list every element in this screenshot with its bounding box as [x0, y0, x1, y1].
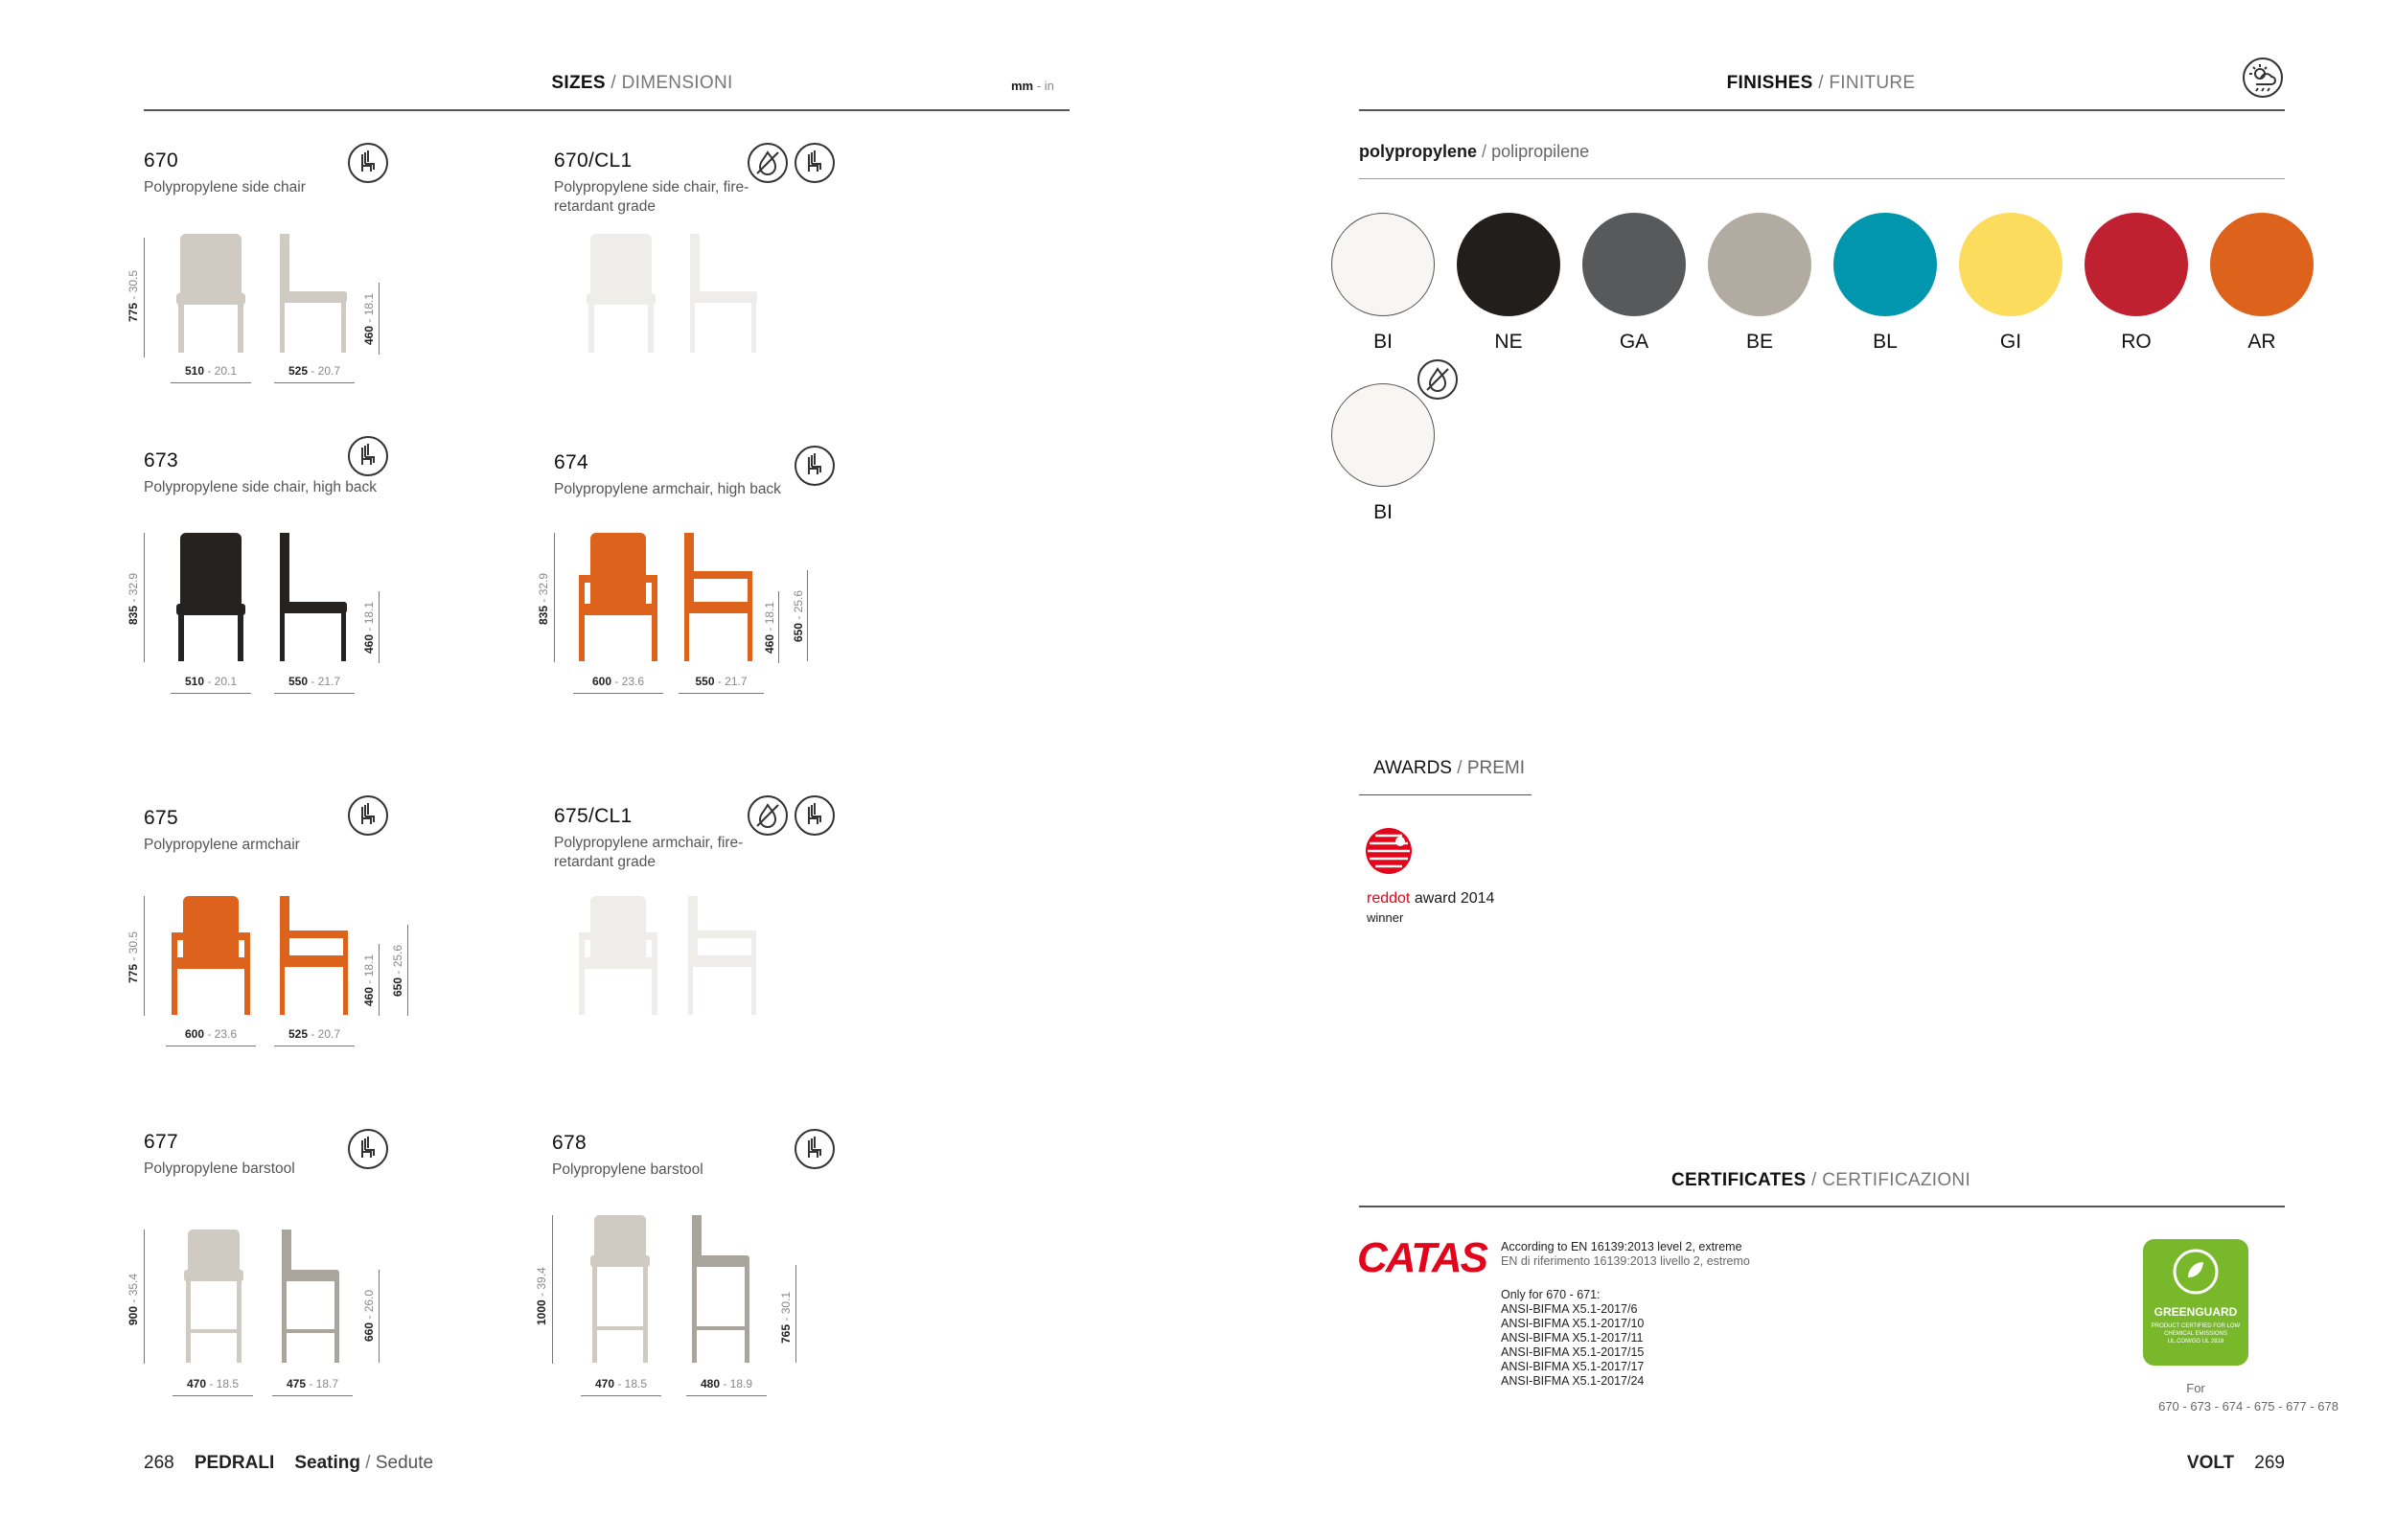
finishes-subtitle: FINITURE	[1829, 73, 1916, 93]
swatch-bi	[1331, 213, 1435, 316]
dim-depth: 475 - 18.7	[286, 1377, 339, 1391]
chair-side-image	[276, 234, 353, 358]
dim-depth: 550 - 21.7	[695, 675, 748, 688]
bifma-item: ANSI-BIFMA X5.1-2017/17	[1501, 1360, 1645, 1373]
product-code: 670	[144, 149, 178, 172]
swatch-ro	[2085, 213, 2188, 316]
product-description: Polypropylene side chair, fire-retardant grade	[554, 179, 749, 215]
greenguard-badge: GREENGUARD PRODUCT CERTIFIED FOR LOW CHEMICAL EMISSIONS UL.COM/GG UL 2818	[2143, 1239, 2248, 1366]
barstool-side-image	[278, 1230, 345, 1368]
product-description: Polypropylene barstool	[144, 1161, 295, 1177]
dim-width: 600 - 23.6	[591, 675, 645, 688]
material-rule	[1359, 178, 2285, 179]
swatch-ne	[1457, 213, 1560, 316]
stackable-icon	[348, 795, 388, 836]
product-code: 673	[144, 449, 178, 471]
product-description: Polypropylene armchair, fire-retardant grade	[554, 835, 744, 870]
product-description: Polypropylene side chair, high back	[144, 479, 377, 495]
dim-seat-height: 460 - 18.1	[362, 601, 376, 654]
swatch-label: BE	[1745, 331, 1773, 353]
dim-height: 835 - 32.9	[127, 572, 140, 625]
awards-header: AWARDS / PREMI	[1373, 758, 1526, 778]
bifma-item: ANSI-BIFMA X5.1-2017/11	[1501, 1331, 1644, 1345]
bifma-item: ANSI-BIFMA X5.1-2017/6	[1501, 1302, 1638, 1316]
left-footer: 268 PEDRALI Seating / Sedute	[144, 1453, 434, 1473]
fire-retardant-icon	[748, 795, 788, 836]
finishes-title: FINISHES	[1726, 73, 1813, 93]
dim-height: 1000 - 39.4	[535, 1267, 548, 1325]
product-code: 675	[144, 807, 178, 829]
armchair-side-image	[684, 896, 766, 1021]
material-label: polypropylene / polipropilene	[1359, 142, 1590, 161]
sizes-title: SIZES	[551, 73, 606, 93]
stackable-icon	[348, 143, 388, 183]
product-code: 670/CL1	[554, 149, 633, 172]
page-number: 268	[144, 1453, 174, 1473]
dim-seat-height: 460 - 18.1	[362, 292, 376, 345]
greenguard-for: For	[2186, 1381, 2205, 1395]
armchair-side-image	[680, 533, 762, 667]
stackable-icon	[795, 1129, 835, 1169]
armchair-side-image	[276, 896, 357, 1021]
swatch-label: BI	[1373, 331, 1393, 353]
product-code: 678	[552, 1132, 587, 1154]
armchair-front-image	[168, 896, 254, 1021]
section-name: Seating	[294, 1453, 360, 1473]
sizes-header: SIZES / DIMENSIONI	[551, 73, 733, 93]
chair-side-image	[686, 234, 763, 358]
dim-height: 900 - 35.4	[127, 1273, 140, 1325]
dim-width: 510 - 20.1	[184, 364, 238, 378]
catas-text: According to EN 16139:2013 level 2, extreme EN di riferimento 16139:2013 livello 2, estremo Only for 670 - 671: ANSI-BIFMA X5.1-2017/6 ANSI-BIFMA X5.1-2017/10 ANSI-BIFMA X5.1-2017/11 ANSI-BIFMA X5.1-2017/15 ANSI-BIFMA X5.1-2017/17 ANSI-BIFMA X5.1-2017/24	[1501, 1240, 1846, 1389]
finishes-header: FINISHES / FINITURE	[1726, 73, 1916, 93]
barstool-front-image	[180, 1230, 247, 1368]
dim-height: 775 - 30.5	[127, 931, 140, 983]
dim-depth: 525 - 20.7	[288, 1027, 341, 1041]
swatch-label: GA	[1619, 331, 1649, 353]
stackable-icon	[795, 446, 835, 486]
brand-name: PEDRALI	[194, 1453, 275, 1473]
dim-width: 600 - 23.6	[184, 1027, 238, 1041]
swatch-bl	[1833, 213, 1937, 316]
product-description: Polypropylene armchair, high back	[554, 481, 781, 497]
catas-logo: CATAS	[1357, 1234, 1487, 1281]
swatch-label: BL	[1873, 331, 1898, 353]
reddot-award-text: reddot award 2014	[1367, 890, 1495, 907]
dim-seat-height: 765 - 30.1	[779, 1291, 793, 1344]
fire-retardant-icon	[748, 143, 788, 183]
swatch-label: AR	[2247, 331, 2276, 353]
dim-width: 470 - 18.5	[186, 1377, 240, 1391]
sizes-rule	[144, 109, 1070, 111]
certificates-subtitle: CERTIFICAZIONI	[1822, 1170, 1971, 1190]
swatch-label: GI	[1999, 331, 2022, 353]
dim-arm-height: 650 - 25.6	[792, 589, 805, 642]
dim-depth: 480 - 18.9	[700, 1377, 753, 1391]
stackable-icon	[348, 1129, 388, 1169]
dim-width: 510 - 20.1	[184, 675, 238, 688]
chair-front-image	[173, 234, 249, 358]
collection-name: VOLT	[2186, 1453, 2235, 1473]
dim-seat-height: 660 - 26.0	[362, 1289, 376, 1342]
swatch-ga	[1582, 213, 1686, 316]
bifma-item: ANSI-BIFMA X5.1-2017/24	[1501, 1374, 1645, 1388]
awards-rule	[1359, 794, 1532, 795]
product-description: Polypropylene side chair	[144, 179, 306, 195]
stackable-icon	[795, 143, 835, 183]
swatch-be	[1708, 213, 1811, 316]
swatch-gi	[1959, 213, 2062, 316]
fire-retardant-icon	[1417, 359, 1458, 400]
right-footer	[2108, 1453, 2285, 1474]
chair-front-image	[173, 533, 249, 667]
stackable-icon	[795, 795, 835, 836]
greenguard-products: 670 - 673 - 674 - 675 - 677 - 678	[2158, 1399, 2338, 1414]
certificates-rule	[1359, 1206, 2285, 1207]
product-code: 674	[554, 451, 588, 473]
chair-side-image	[276, 533, 353, 667]
certificates-title: CERTIFICATES	[1670, 1170, 1807, 1190]
armchair-front-image	[575, 533, 661, 667]
product-description: Polypropylene barstool	[552, 1161, 703, 1178]
product-code: 675/CL1	[554, 805, 633, 827]
swatch-label: RO	[2121, 331, 2152, 353]
swatch-fr-label: BI	[1373, 501, 1393, 523]
swatch-fr-bi	[1331, 383, 1435, 487]
dim-seat-height: 460 - 18.1	[362, 954, 376, 1006]
reddot-logo-icon	[1364, 826, 1414, 881]
dim-seat-height: 460 - 18.1	[763, 601, 776, 654]
outdoor-weather-icon	[2243, 57, 2283, 98]
barstool-front-image	[587, 1215, 654, 1368]
ul-leaf-icon	[2171, 1247, 2221, 1297]
bifma-item: ANSI-BIFMA X5.1-2017/10	[1501, 1317, 1645, 1330]
page-number: 269	[2254, 1453, 2285, 1473]
sizes-subtitle: DIMENSIONI	[621, 73, 733, 93]
product-description: Polypropylene armchair	[144, 837, 300, 853]
bifma-item: ANSI-BIFMA X5.1-2017/15	[1501, 1345, 1645, 1359]
armchair-front-image	[575, 896, 661, 1021]
dim-arm-height: 650 - 25.6	[391, 944, 404, 997]
swatch-ar	[2210, 213, 2314, 316]
unit-label: mm - in	[1011, 79, 1054, 93]
dim-width: 470 - 18.5	[594, 1377, 648, 1391]
dim-height: 835 - 32.9	[537, 572, 550, 625]
reddot-winner: winner	[1367, 910, 1404, 925]
dim-depth: 550 - 21.7	[288, 675, 341, 688]
section-name-it: Sedute	[375, 1453, 434, 1473]
certificates-header: CERTIFICATES / CERTIFICAZIONI	[1670, 1170, 1971, 1190]
stackable-icon	[348, 436, 388, 476]
barstool-side-image	[688, 1215, 755, 1368]
finishes-rule	[1359, 109, 2285, 111]
product-code: 677	[144, 1131, 178, 1153]
swatch-label: NE	[1494, 331, 1523, 353]
chair-front-image	[583, 234, 659, 358]
dim-height: 775 - 30.5	[127, 269, 140, 322]
dim-depth: 525 - 20.7	[288, 364, 341, 378]
